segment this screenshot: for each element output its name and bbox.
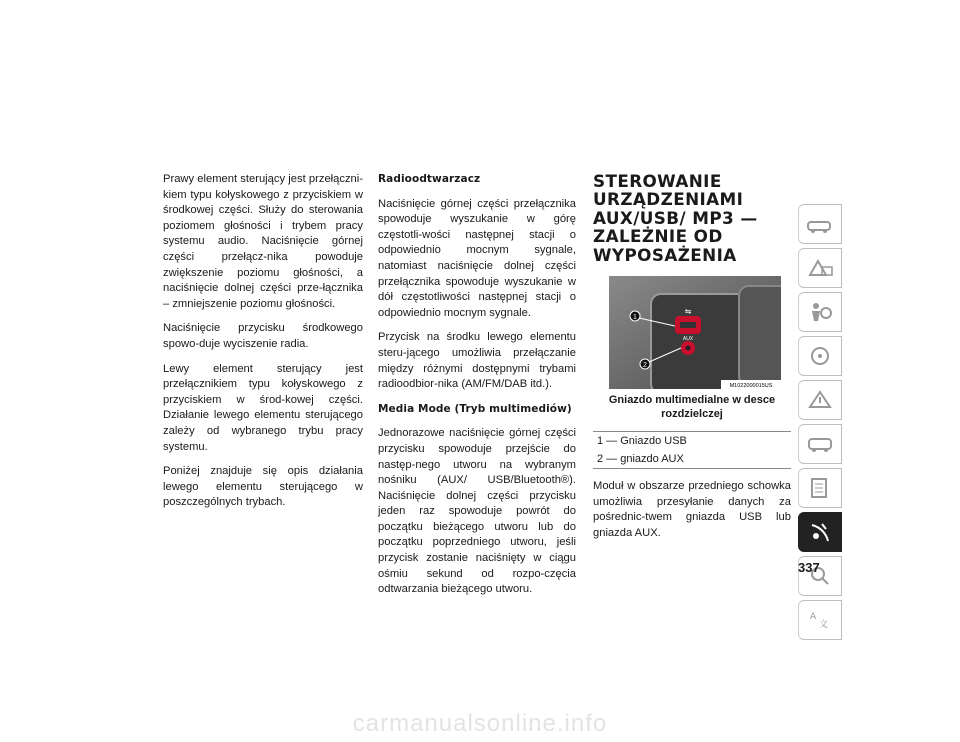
- car-info-icon[interactable]: [798, 204, 842, 244]
- safety-airbag-icon[interactable]: [798, 292, 842, 332]
- image-code: M1022000015US: [729, 383, 773, 390]
- car-service-icon[interactable]: [798, 424, 842, 464]
- paragraph: Naciśnięcie górnej części przełącznika spowoduje wyszukanie w górę częstotli-wości następnej stacji o odpowiednio mocnym sygnale, natomiast naciśnięcie dolnej części przełącznika spowoduje wyszukanie w dół częstotliwości następnej stacji o odpowiednio mocnym sygnale.: [378, 197, 576, 319]
- watermark: carmanualsonline.info: [352, 710, 608, 737]
- warning-lights-icon[interactable]: [798, 248, 842, 288]
- paragraph: Naciśnięcie przycisku środkowego spowo-duje wyciszenie radia.: [163, 322, 363, 350]
- chapter-tabs: [798, 204, 842, 644]
- heading-media-mode: Media Mode (Tryb multimediów): [378, 402, 572, 415]
- heading-radio: Radioodtwarzacz: [378, 173, 481, 185]
- paragraph: Prawy element sterujący jest przełączni-kiem typu kołyskowego z przyciskiem w środkowej części. Służy do sterowania poziomem głośności i trybem pracy systemu audio. Naciśnięcie górnej części przełącz-nika powoduje zwiększenie poziomu głośności, a naciśnięcie dolnej części prze-łącznika – zmniejszenie poziomu głośności.: [163, 173, 363, 310]
- svg-text:A: A: [810, 612, 817, 622]
- legend-item: 2 — gniazdo AUX: [597, 453, 684, 466]
- media-hub-photo: [609, 276, 781, 389]
- legend-divider: [593, 468, 791, 469]
- paragraph: Lewy element sterujący jest przełącznikiem typu kołyskowego z przyciskiem w środ-kowej części. Działanie lewego elementu sterującego zależy od wybranego trybu pracy systemu.: [163, 362, 363, 453]
- callout-2: 2: [643, 362, 647, 370]
- right-column: [593, 172, 791, 550]
- section-title: STEROWANIE URZĄDZENIAMI AUX/USB/ MP3 — ZALEŻNIE OD WYPOSAŻENIA: [593, 171, 758, 265]
- media-hub-illustration: [609, 276, 781, 389]
- paragraph: Przycisk na środku lewego elementu steru-jącego umożliwia przełączanie między różnymi dostępnymi trybami radioodbior-nika (AM/FM/DAB itd.).: [378, 331, 576, 391]
- callout-1: 1: [633, 314, 637, 322]
- middle-column: [378, 172, 576, 607]
- paragraph: Jednorazowe naciśnięcie górnej części przycisku spowoduje przejście do następ-nego utworu na wybranym nośniku (AUX/ USB/Bluetooth®). Naciśnięcie dolnej części przycisku jeden raz spowoduje powrót do początku bieżącego utworu lub do początku poprzedniego utworu, jeśli przycisk zostanie naciśnięty w ciągu ośmiu sekund od rozpo-częcia odtwarzania bieżącego utworu.: [378, 427, 576, 596]
- figure-caption: Gniazdo multimedialne w desce rozdzielczej: [608, 394, 776, 421]
- emergency-icon[interactable]: [798, 380, 842, 420]
- steering-wheel-icon[interactable]: [798, 336, 842, 376]
- paragraph: Poniżej znajduje się opis działania lewego elementu sterującego w poszczególnych trybach.: [163, 465, 363, 509]
- page-number: 337: [798, 560, 820, 575]
- usb-symbol-icon: ⇋: [684, 307, 692, 317]
- left-column: [163, 172, 363, 520]
- paragraph: Moduł w obszarze przedniego schowka umożliwia przesyłanie danych za pośrednic-twem gniazda USB lub gniazda AUX.: [593, 480, 791, 539]
- specifications-icon[interactable]: [798, 468, 842, 508]
- legend-item: 1 — Gniazdo USB: [597, 435, 687, 448]
- multimedia-icon[interactable]: [798, 512, 842, 552]
- language-icon[interactable]: [798, 600, 842, 640]
- svg-text:文: 文: [819, 620, 829, 630]
- aux-label: AUX: [682, 336, 694, 343]
